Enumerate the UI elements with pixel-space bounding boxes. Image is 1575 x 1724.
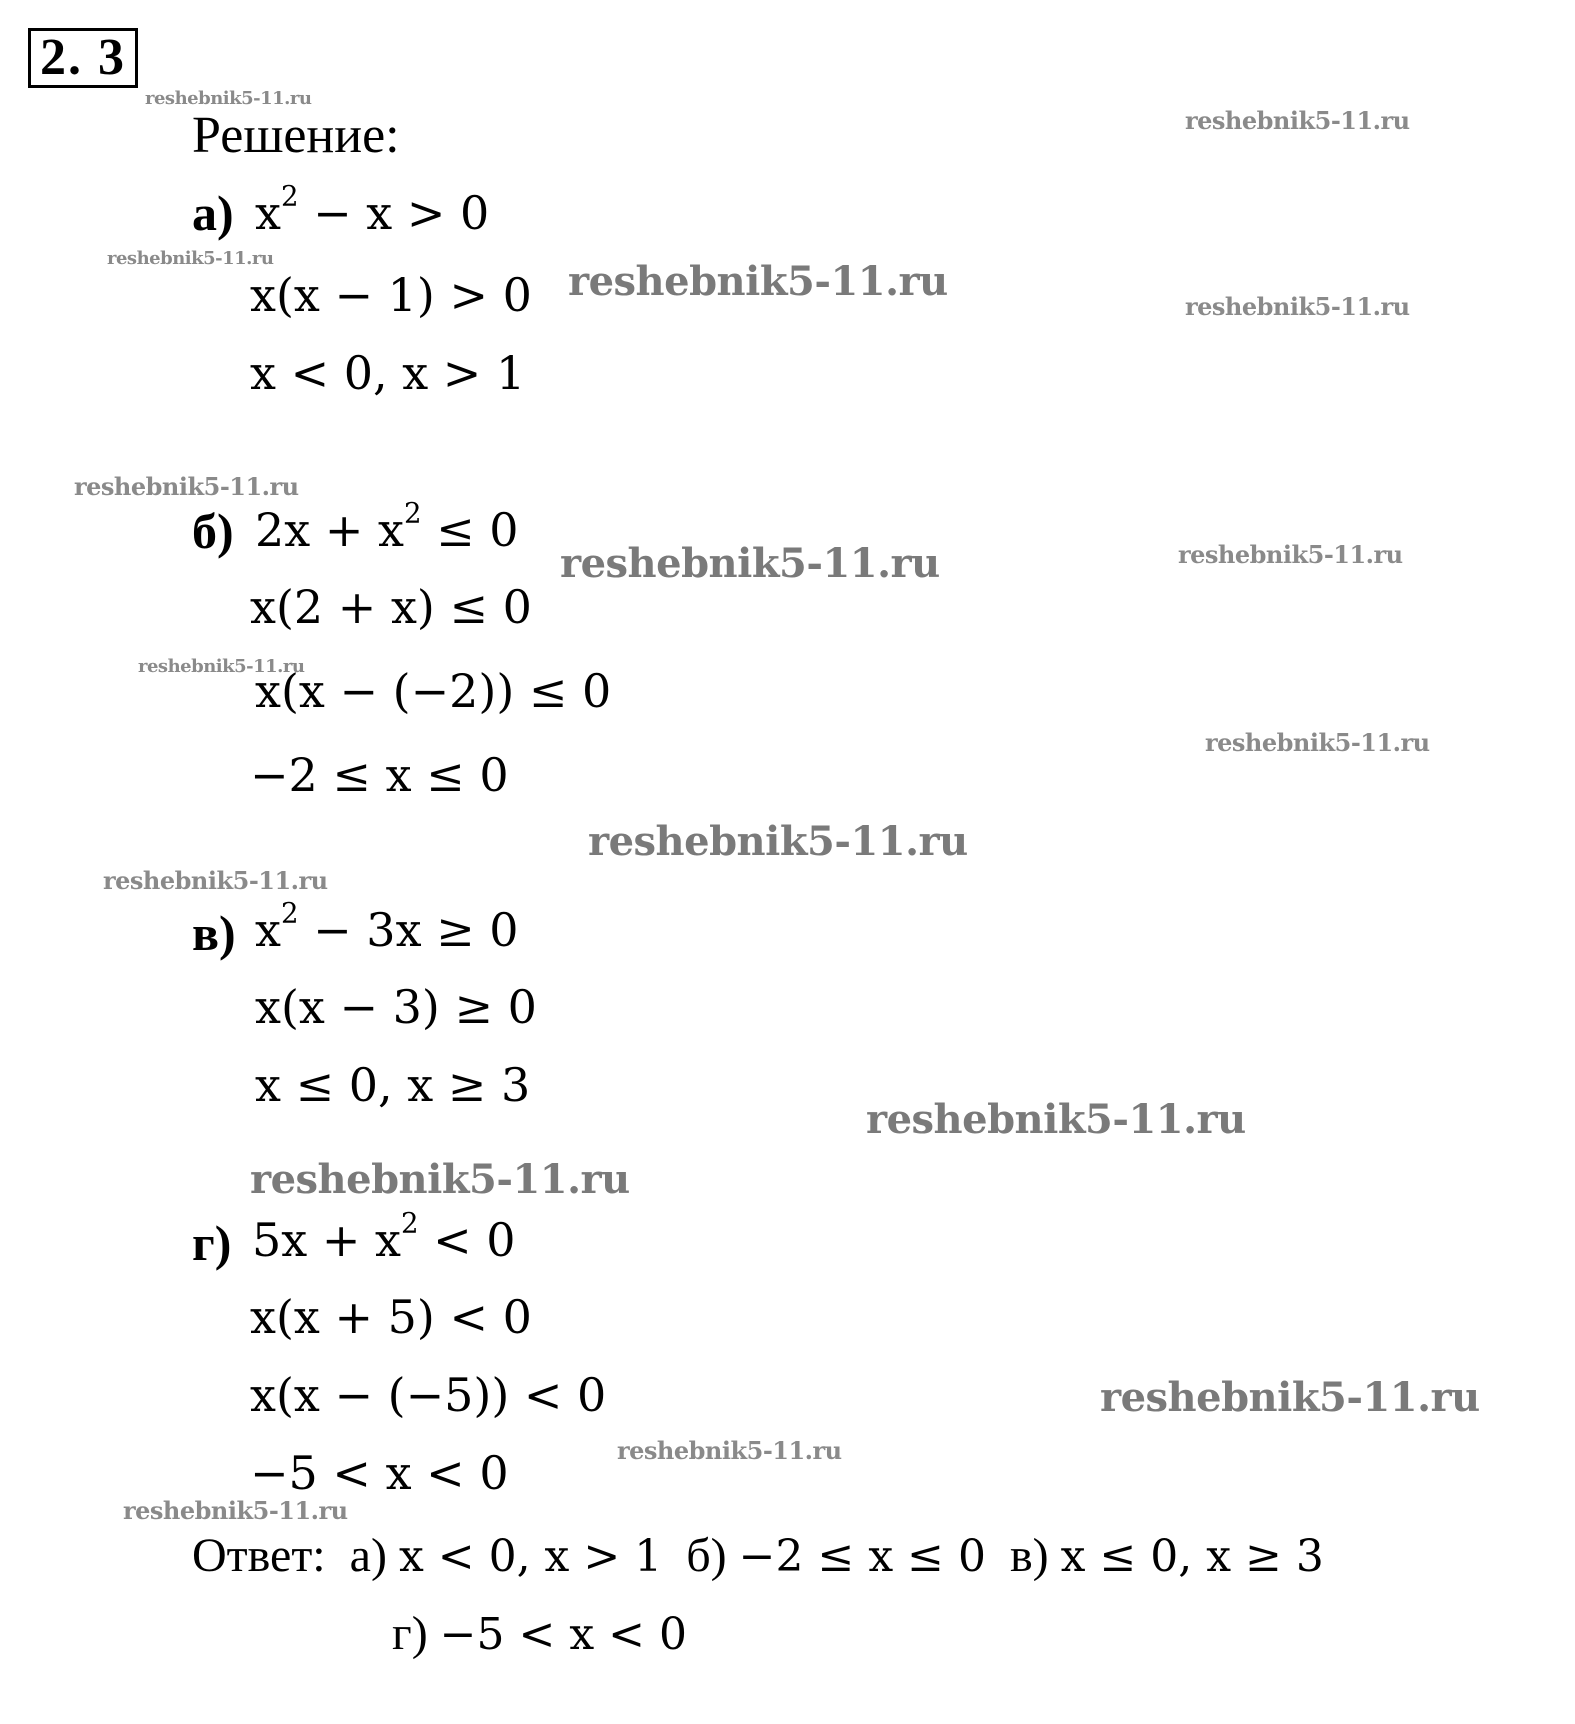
watermark: reshebnik5-11.ru: [107, 248, 274, 269]
watermark: reshebnik5-11.ru: [103, 866, 328, 895]
watermark: reshebnik5-11.ru: [1178, 540, 1403, 569]
watermark: reshebnik5-11.ru: [145, 88, 312, 109]
watermark: reshebnik5-11.ru: [560, 540, 940, 587]
part-g-step-1: x(x + 5) < 0: [250, 1290, 532, 1344]
watermark: reshebnik5-11.ru: [123, 1496, 348, 1525]
watermark: reshebnik5-11.ru: [568, 258, 948, 305]
watermark: reshebnik5-11.ru: [138, 656, 305, 677]
answer-a-value: x < 0, x > 1: [398, 1531, 663, 1582]
part-v-inequality: $x^2 - 3x \ge 0$: [255, 896, 519, 957]
part-a-step-1: x(x − 1) > 0: [250, 268, 532, 322]
watermark: reshebnik5-11.ru: [617, 1436, 842, 1465]
watermark: reshebnik5-11.ru: [866, 1096, 1246, 1143]
problem-number: 2. 3: [28, 28, 138, 88]
answer-label: Ответ:: [192, 1529, 326, 1582]
answer-line-2: [392, 1606, 687, 1661]
solution-heading: Решение:: [192, 107, 400, 164]
watermark: reshebnik5-11.ru: [1205, 728, 1430, 757]
watermark: reshebnik5-11.ru: [74, 472, 299, 501]
answer-g-value: −5 < x < 0: [439, 1609, 688, 1660]
answer-b-label: б): [686, 1529, 727, 1582]
part-v-step-2: x ≤ 0, x ≥ 3: [255, 1058, 531, 1112]
part-v-label: в): [192, 905, 236, 961]
answer-a-label: а): [349, 1529, 387, 1582]
watermark: reshebnik5-11.ru: [250, 1156, 630, 1203]
answer-b-value: −2 ≤ x ≤ 0: [738, 1531, 986, 1582]
watermark: reshebnik5-11.ru: [1185, 292, 1410, 321]
watermark: reshebnik5-11.ru: [1185, 106, 1410, 135]
part-g-step-3: −5 < x < 0: [250, 1446, 509, 1500]
part-g-step-2: x(x − (−5)) < 0: [250, 1368, 607, 1422]
part-a-step-2: x < 0, x > 1: [250, 346, 526, 400]
part-b-step-3: −2 ≤ x ≤ 0: [250, 748, 509, 802]
part-g-inequality: $5x + x^2 < 0$: [252, 1206, 516, 1267]
answer-v-label: в): [1009, 1529, 1049, 1582]
part-v-step-1: x(x − 3) ≥ 0: [255, 980, 537, 1034]
part-g-label: г): [192, 1215, 232, 1271]
part-a-label: а): [192, 185, 234, 241]
part-b-label: б): [192, 503, 234, 559]
part-b-step-1: x(2 + x) ≤ 0: [250, 580, 532, 634]
watermark: reshebnik5-11.ru: [1100, 1374, 1480, 1421]
watermark: reshebnik5-11.ru: [588, 818, 968, 865]
part-b-step-2: x(x − (−2)) ≤ 0: [255, 664, 612, 718]
part-a-inequality: $x^2 - x > 0$: [255, 179, 490, 240]
answer-v-value: x ≤ 0, x ≥ 3: [1060, 1531, 1324, 1582]
answer-line-1: [192, 1528, 1324, 1583]
part-b-inequality: $2x + x^2 \le 0$: [255, 496, 519, 557]
answer-g-label: г): [392, 1607, 428, 1660]
